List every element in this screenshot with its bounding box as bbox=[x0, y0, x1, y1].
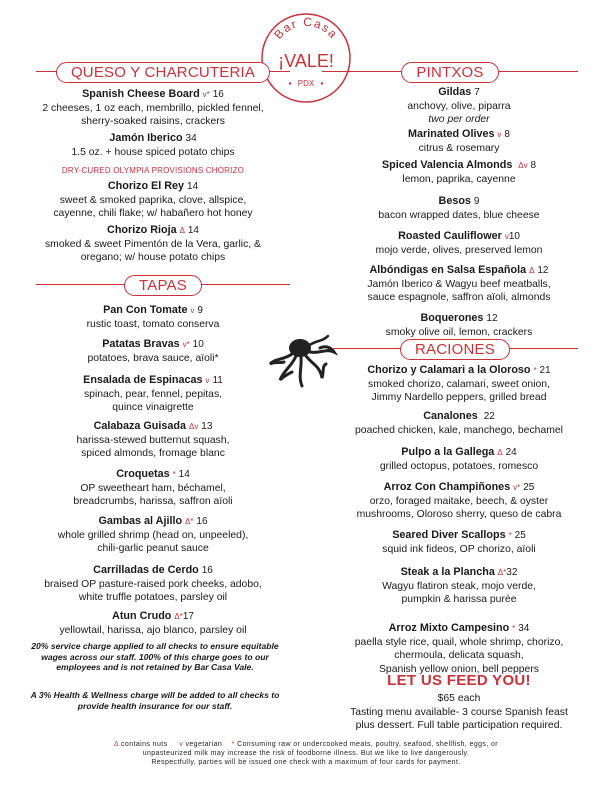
footer-disclaimer bbox=[20, 740, 592, 767]
pintxos-section-header bbox=[322, 60, 578, 84]
menu-item-chorizo-calamari: Chorizo y Calamari a la Oloroso * 21 smoked chorizo, calamari, sweet onion, Jimmy Nardello peppers, grilled bread bbox=[367, 364, 551, 403]
raciones-section-title: RACIONES bbox=[400, 339, 510, 360]
menu-item-chorizo-rioja: Chorizo Rioja Δ 14 smoked & sweet Pimentón de la Vera, garlic, & oregano; w/ house potato chips bbox=[44, 224, 261, 263]
menu-item-calabaza-guisada: Calabaza Guisada Δv 13 harissa-stewed butternut squash, spiced almonds, fromage blanc bbox=[76, 420, 230, 459]
nuts-symbol: Δ bbox=[113, 741, 119, 748]
queso-section-header bbox=[36, 60, 290, 84]
tasting-menu-block: $65 each Tasting menu available- 3 course Spanish feast plus dessert. Full table participation required. bbox=[350, 693, 568, 731]
menu-item-arroz-con-champinones: Arroz Con Champiñones v* 25 orzo, foraged maitake, beech, & oyster mushrooms, Oloroso sherry, queso de cabra bbox=[356, 481, 562, 520]
raciones-section-header bbox=[332, 337, 578, 361]
raw-symbol: * bbox=[231, 741, 235, 748]
menu-item-jamon-iberico: Jamón Iberico 34 1.5 oz. + house spiced potato chips bbox=[71, 132, 235, 158]
service-charge-note: 20% service charge applied to all checks to ensure equitable wages across our staff. 100% of this charge goes to our employees and is not retained by Bar Casa Vale. bbox=[31, 641, 279, 672]
menu-item-arroz-mixto-campesino: Arroz Mixto Campesino * 34 paella style rice, quail, whole shrimp, chorizo, chermoula, delicata squash, Spanish yellow onion, bell peppers bbox=[354, 622, 564, 675]
menu-item-canalones: Canalones 22 poached chicken, kale, manchego, bechamel bbox=[355, 410, 563, 436]
menu-item-cheese-board: Spanish Cheese Board v* 16 2 cheeses, 1 oz each, membrillo, pickled fennel, sherry-soaked raisins, crackers bbox=[42, 88, 264, 127]
health-charge-note: A 3% Health & Wellness charge will be added to all checks to provide health insurance for our staff. bbox=[30, 690, 280, 711]
menu-item-roasted-cauliflower: Roasted Cauliflower v10 mojo verde, olives, preserved lemon bbox=[375, 230, 543, 256]
check-policy-line: Respectfully, parties will be issued one check with a maximum of four cards for payment. bbox=[151, 759, 461, 766]
menu-item-pulpo-a-la-gallega: Pulpo a la Gallega Δ 24 grilled octopus, potatoes, romesco bbox=[379, 446, 539, 472]
chorizo-subheading: DRY-CURED OLYMPIA PROVISIONS CHORIZO bbox=[61, 166, 245, 175]
menu-item-steak-a-la-plancha: Steak a la Plancha Δ*32 Wagyu flatiron steak, mojo verde, pumpkin & harissa purée bbox=[382, 566, 536, 605]
menu-item-marinated-olives: Marinated Olives v 8 citrus & rosemary bbox=[408, 128, 510, 154]
veg-legend: vegetarian bbox=[185, 741, 223, 748]
menu-item-pan-con-tomate: Pan Con Tomate v 9 rustic toast, tomato conserva bbox=[86, 304, 220, 330]
queso-section-title: QUESO Y CHARCUTERIA bbox=[56, 62, 270, 83]
veg-symbol: v bbox=[179, 741, 184, 748]
logo-main-text: ¡VALE! bbox=[278, 51, 334, 71]
menu-item-atun-crudo: Atun Crudo Δ*17 yellowtail, harissa, ajo blanco, parsley oil bbox=[59, 610, 247, 636]
tapas-section-title: TAPAS bbox=[124, 275, 202, 296]
menu-item-carrilladas-de-cerdo: Carrilladas de Cerdo 16 braised OP pasture-raised pork cheeks, adobo, white truffle potatoes, parsley oil bbox=[44, 564, 262, 603]
menu-item-gildas: Gildas 7 anchovy, olive, piparra two per order bbox=[407, 86, 511, 125]
pintxos-section-title: PINTXOS bbox=[401, 62, 498, 83]
let-us-feed-you-title: LET US FEED YOU! bbox=[387, 672, 531, 689]
menu-item-chorizo-el-rey: Chorizo El Rey 14 sweet & smoked paprika, clove, allspice, cayenne, chili flake; w/ habañero hot honey bbox=[53, 180, 253, 219]
nuts-legend: contains nuts bbox=[121, 741, 168, 748]
menu-item-ensalada-espinacas: Ensalada de Espinacas v 11 spinach, pear, fennel, pepitas, quince vinaigrette bbox=[83, 374, 223, 413]
menu-item-spiced-valencia-almonds: Spiced Valencia Almonds Δv 8 lemon, paprika, cayenne bbox=[381, 159, 537, 185]
raw-warning-line1: Consuming raw or undercooked meats, poultry, seafood, shellfish, eggs, or bbox=[237, 741, 499, 748]
menu-item-seared-diver-scallops: Seared Diver Scallops * 25 squid ink fideos, OP chorizo, aïoli bbox=[382, 529, 536, 555]
menu-item-patatas-bravas: Patatas Bravas v* 10 potatoes, brava sauce, aïoli* bbox=[87, 338, 219, 364]
menu-item-boquerones: Boquerones 12 smoky olive oil, lemon, crackers bbox=[385, 312, 533, 338]
logo-top-text: Bar Casa bbox=[271, 14, 341, 42]
menu-item-besos: Besos 9 bacon wrapped dates, blue cheese bbox=[378, 195, 540, 221]
tapas-section-header bbox=[36, 273, 290, 297]
raw-warning-line2: unpasteurized milk may increase the risk of foodborne illness. But we like to live dangerously. bbox=[142, 750, 470, 757]
menu-item-albondigas: Albóndigas en Salsa Española Δ 12 Jamón Iberico & Wagyu beef meatballs, sauce espagnole, saffron aïoli, almonds bbox=[367, 264, 551, 303]
menu-item-croquetas: Croquetas * 14 OP sweetheart ham, béchamel, breadcrumbs, harissa, saffron aïoli bbox=[73, 468, 233, 507]
menu-item-gambas-al-ajillo: Gambas al Ajillo Δ* 16 whole grilled shrimp (head on, unpeeled), chili-garlic peanut sauce bbox=[57, 515, 249, 554]
logo-sub-text: PDX bbox=[297, 79, 315, 88]
